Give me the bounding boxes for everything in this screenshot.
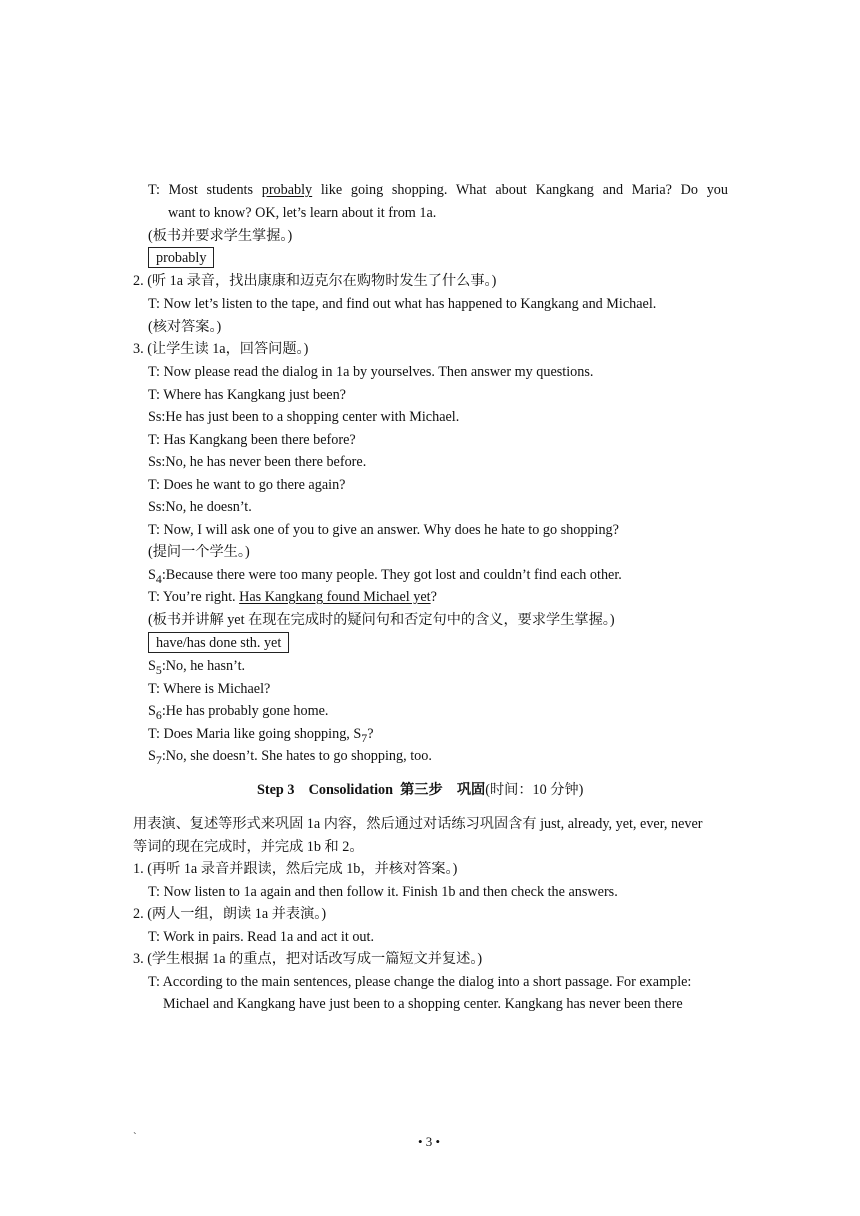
text-line: 3. (让学生读 1a，回答问题。)	[133, 341, 309, 357]
text-line: T: Now listen to 1a again and then follow it. Finish 1b and then check the answers.	[148, 884, 618, 900]
text-line: T: Work in pairs. Read 1a and act it out.	[148, 929, 375, 945]
text-line: $S_4:Because$ there were too many people. They got lost and couldn’t find each other.	[148, 567, 622, 586]
footer-mark: `	[133, 1131, 137, 1143]
text-line: T: Where is Michael?	[148, 681, 271, 697]
text-line: $S_6:He$ has probably gone home.	[148, 703, 329, 722]
text-line: 等词的现在完成时，并完成 1b 和 2。	[133, 839, 364, 855]
text-line: T: Where has Kangkang just been?	[148, 387, 346, 403]
text-line: (板书并要求学生掌握。)	[148, 228, 293, 244]
boxed-term: probably	[148, 247, 214, 268]
underlined-question: Has Kangkang found Michael yet	[239, 589, 431, 605]
text-line: want to know? OK, let’s learn about it from 1a.	[168, 205, 437, 221]
text-line: 1. (再听 1a 录音并跟读，然后完成 1b，并核对答案。)	[133, 861, 458, 877]
text-line: Michael and Kangkang have just been to a shopping center. Kangkang has never been there	[163, 996, 683, 1012]
text-line: T: Now let’s listen to the tape, and find out what has happened to Kangkang and Michael.	[148, 296, 657, 312]
text-line: T: Now, I will ask one of you to give an answer. Why does he hate to go shopping?	[148, 522, 619, 538]
text-line: (提问一个学生。)	[148, 544, 250, 560]
text-line: Ss:No, he doesn’t.	[148, 499, 252, 515]
text-line: T: According to the main sentences, please change the dialog into a short passage. For example:	[148, 974, 692, 990]
text-line: $S_7:No$, she doesn’t. She hates to go shopping, too.	[148, 748, 432, 767]
page-number: • 3 •	[418, 1134, 441, 1149]
text-line: Ss:He has just been to a shopping center with Michael.	[148, 409, 460, 425]
text-line: 用表演、复述等形式来巩固 1a 内容，然后通过对话练习巩固含有 just, already, yet, ever, never	[133, 816, 703, 832]
text-line: T: Now please read the dialog in 1a by yourselves. Then answer my questions.	[148, 364, 594, 380]
text-line: (核对答案。)	[148, 319, 222, 335]
text-line: 2. (两人一组，朗读 1a 并表演。)	[133, 906, 327, 922]
text-line: $S_5:No$, he hasn’t.	[148, 658, 246, 677]
text-line: (板书并讲解 yet 在现在完成时的疑问句和否定句中的含义，要求学生掌握。)	[148, 612, 615, 628]
section-heading: Step 3 Consolidation 第三步 巩固(时间：10 分钟)	[257, 782, 584, 798]
boxed-term: have/has done sth. yet	[148, 632, 289, 653]
section-duration: (时间：10 分钟)	[485, 782, 584, 798]
text-line: 2. (听 1a 录音，找出康康和迈克尔在购物时发生了什么事。)	[133, 273, 497, 289]
text-line: T: Does Maria like going shopping, $S_7$?	[148, 726, 374, 745]
text-line: T: Does he want to go there again?	[148, 477, 346, 493]
underlined-word: probably	[261, 182, 313, 198]
text-line: T: Has Kangkang been there before?	[148, 432, 356, 448]
text-line: Ss:No, he has never been there before.	[148, 454, 367, 470]
text-line: T: You’re right. Has Kangkang found Michael yet?	[148, 589, 437, 605]
text-line: 3. (学生根据 1a 的重点，把对话改写成一篇短文并复述。)	[133, 951, 483, 967]
text-line: T: Most students probably like going shopping. What about Kangkang and Maria? Do you	[148, 182, 728, 198]
